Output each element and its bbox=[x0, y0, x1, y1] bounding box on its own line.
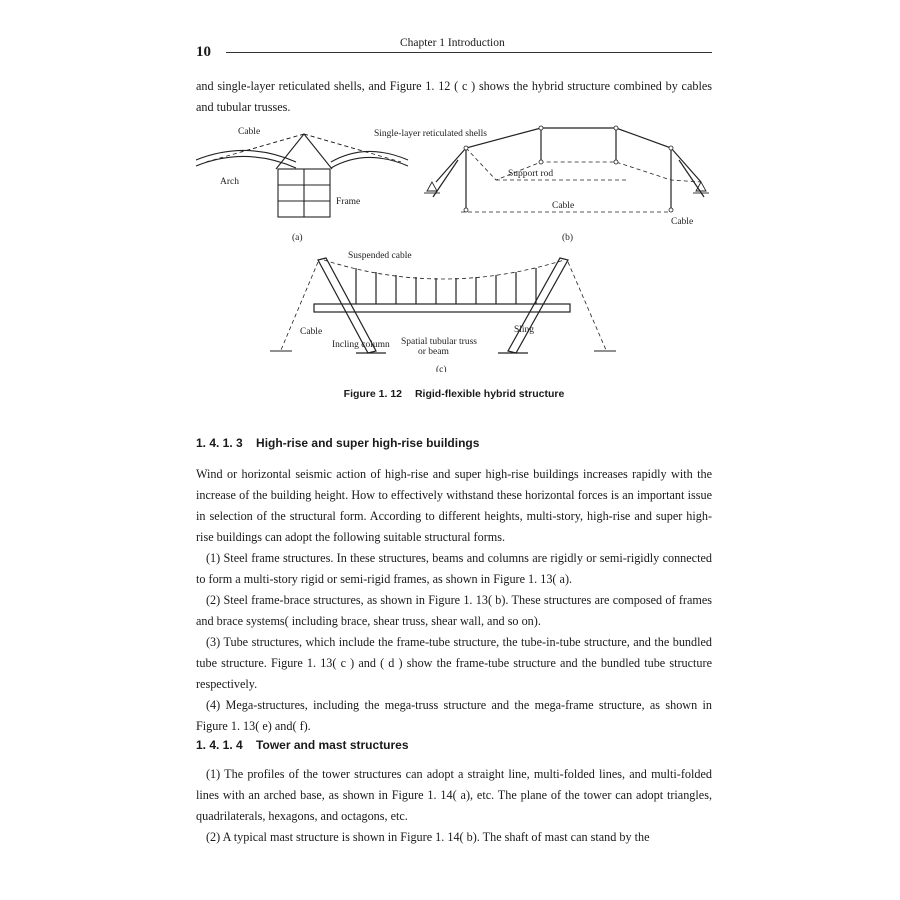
section-1414-body bbox=[196, 764, 712, 848]
figure-1-12 bbox=[196, 122, 712, 372]
label-c-column: Incling column bbox=[332, 340, 390, 350]
label-c-truss-2: or beam bbox=[418, 347, 449, 357]
section-1414-heading bbox=[196, 738, 409, 752]
page-number: 10 bbox=[196, 44, 211, 60]
label-c-suspended-cable: Suspended cable bbox=[348, 251, 412, 261]
sub-c-tag: (c) bbox=[436, 365, 447, 372]
label-a-frame: Frame bbox=[336, 197, 361, 207]
section-1413-item-1: (1) Steel frame structures. In these structures, beams and columns are rigidly or semi-rigidly connected to form a multi-story rigid or semi-rigid frames, as shown in Figure 1. 13( a). bbox=[196, 551, 712, 586]
header-rule bbox=[226, 52, 712, 53]
section-1413-body bbox=[196, 464, 712, 737]
section-1413-intro: Wind or horizontal seismic action of high-rise and super high-rise buildings increases rapidly with the increase of the building height. How to effectively withstand these horizontal forces is an important issue in selection of the structural form. According to different heights, multi-story, high-rise and super high-rise buildings can adopt the following suitable structural forms. bbox=[196, 467, 712, 544]
page-header bbox=[196, 36, 712, 58]
sub-b-tag: (b) bbox=[562, 233, 574, 243]
label-b-support-rod: Support rod bbox=[508, 169, 554, 179]
caption-title: Rigid-flexible hybrid structure bbox=[414, 388, 565, 400]
intro-paragraph: and single-layer reticulated shells, and Figure 1. 12 ( c ) shows the hybrid structure combined by cables and tubular trusses. bbox=[196, 79, 712, 114]
label-a-arch: Arch bbox=[220, 177, 239, 187]
caption-number: Figure 1. 12 bbox=[343, 388, 403, 400]
label-c-cable: Cable bbox=[300, 327, 323, 337]
section-1414-item-1: (1) The profiles of the tower structures can adopt a straight line, multi-folded lines, and multi-folded lines with an arched base, as shown in Figure 1. 14( a), etc. The plane of the tower can adopt triangles, quadrilaterals, hexagons, and octagons, etc. bbox=[196, 767, 712, 823]
label-b-cable-right: Cable bbox=[671, 217, 694, 227]
section-1414-title: Tower and mast structures bbox=[256, 738, 409, 752]
section-1413-item-2: (2) Steel frame-brace structures, as shown in Figure 1. 13( b). These structures are composed of frames and brace systems( including brace, shear truss, shear wall, and so on). bbox=[196, 593, 712, 628]
section-1413-title: High-rise and super high-rise buildings bbox=[256, 436, 480, 450]
figure-drawing bbox=[196, 122, 712, 372]
label-c-truss-1: Spatial tubular truss bbox=[401, 337, 477, 347]
label-a-cable: Cable bbox=[238, 127, 261, 137]
section-1413-heading bbox=[196, 436, 479, 450]
sub-a-tag: (a) bbox=[292, 233, 303, 243]
section-1414-number: 1. 4. 1. 4 bbox=[196, 738, 243, 752]
label-b-cable-mid: Cable bbox=[552, 201, 575, 211]
section-1413-number: 1. 4. 1. 3 bbox=[196, 436, 243, 450]
section-1413-item-4: (4) Mega-structures, including the mega-truss structure and the mega-frame structure, as shown in Figure 1. 13( e) and( f). bbox=[196, 698, 712, 733]
running-title: Chapter 1 Introduction bbox=[396, 37, 509, 49]
section-1414-item-2: (2) A typical mast structure is shown in Figure 1. 14( b). The shaft of mast can stand by the bbox=[206, 830, 650, 844]
label-b-shells: Single-layer reticulated shells bbox=[374, 129, 487, 139]
intro-text bbox=[196, 76, 712, 118]
figure-caption bbox=[196, 388, 712, 400]
label-c-sling: Sling bbox=[514, 325, 535, 335]
section-1413-item-3: (3) Tube structures, which include the frame-tube structure, the tube-in-tube structure, and the bundled tube structure. Figure 1. 13( c ) and ( d ) show the frame-tube structure and the bundled tube structure respectively. bbox=[196, 635, 712, 691]
